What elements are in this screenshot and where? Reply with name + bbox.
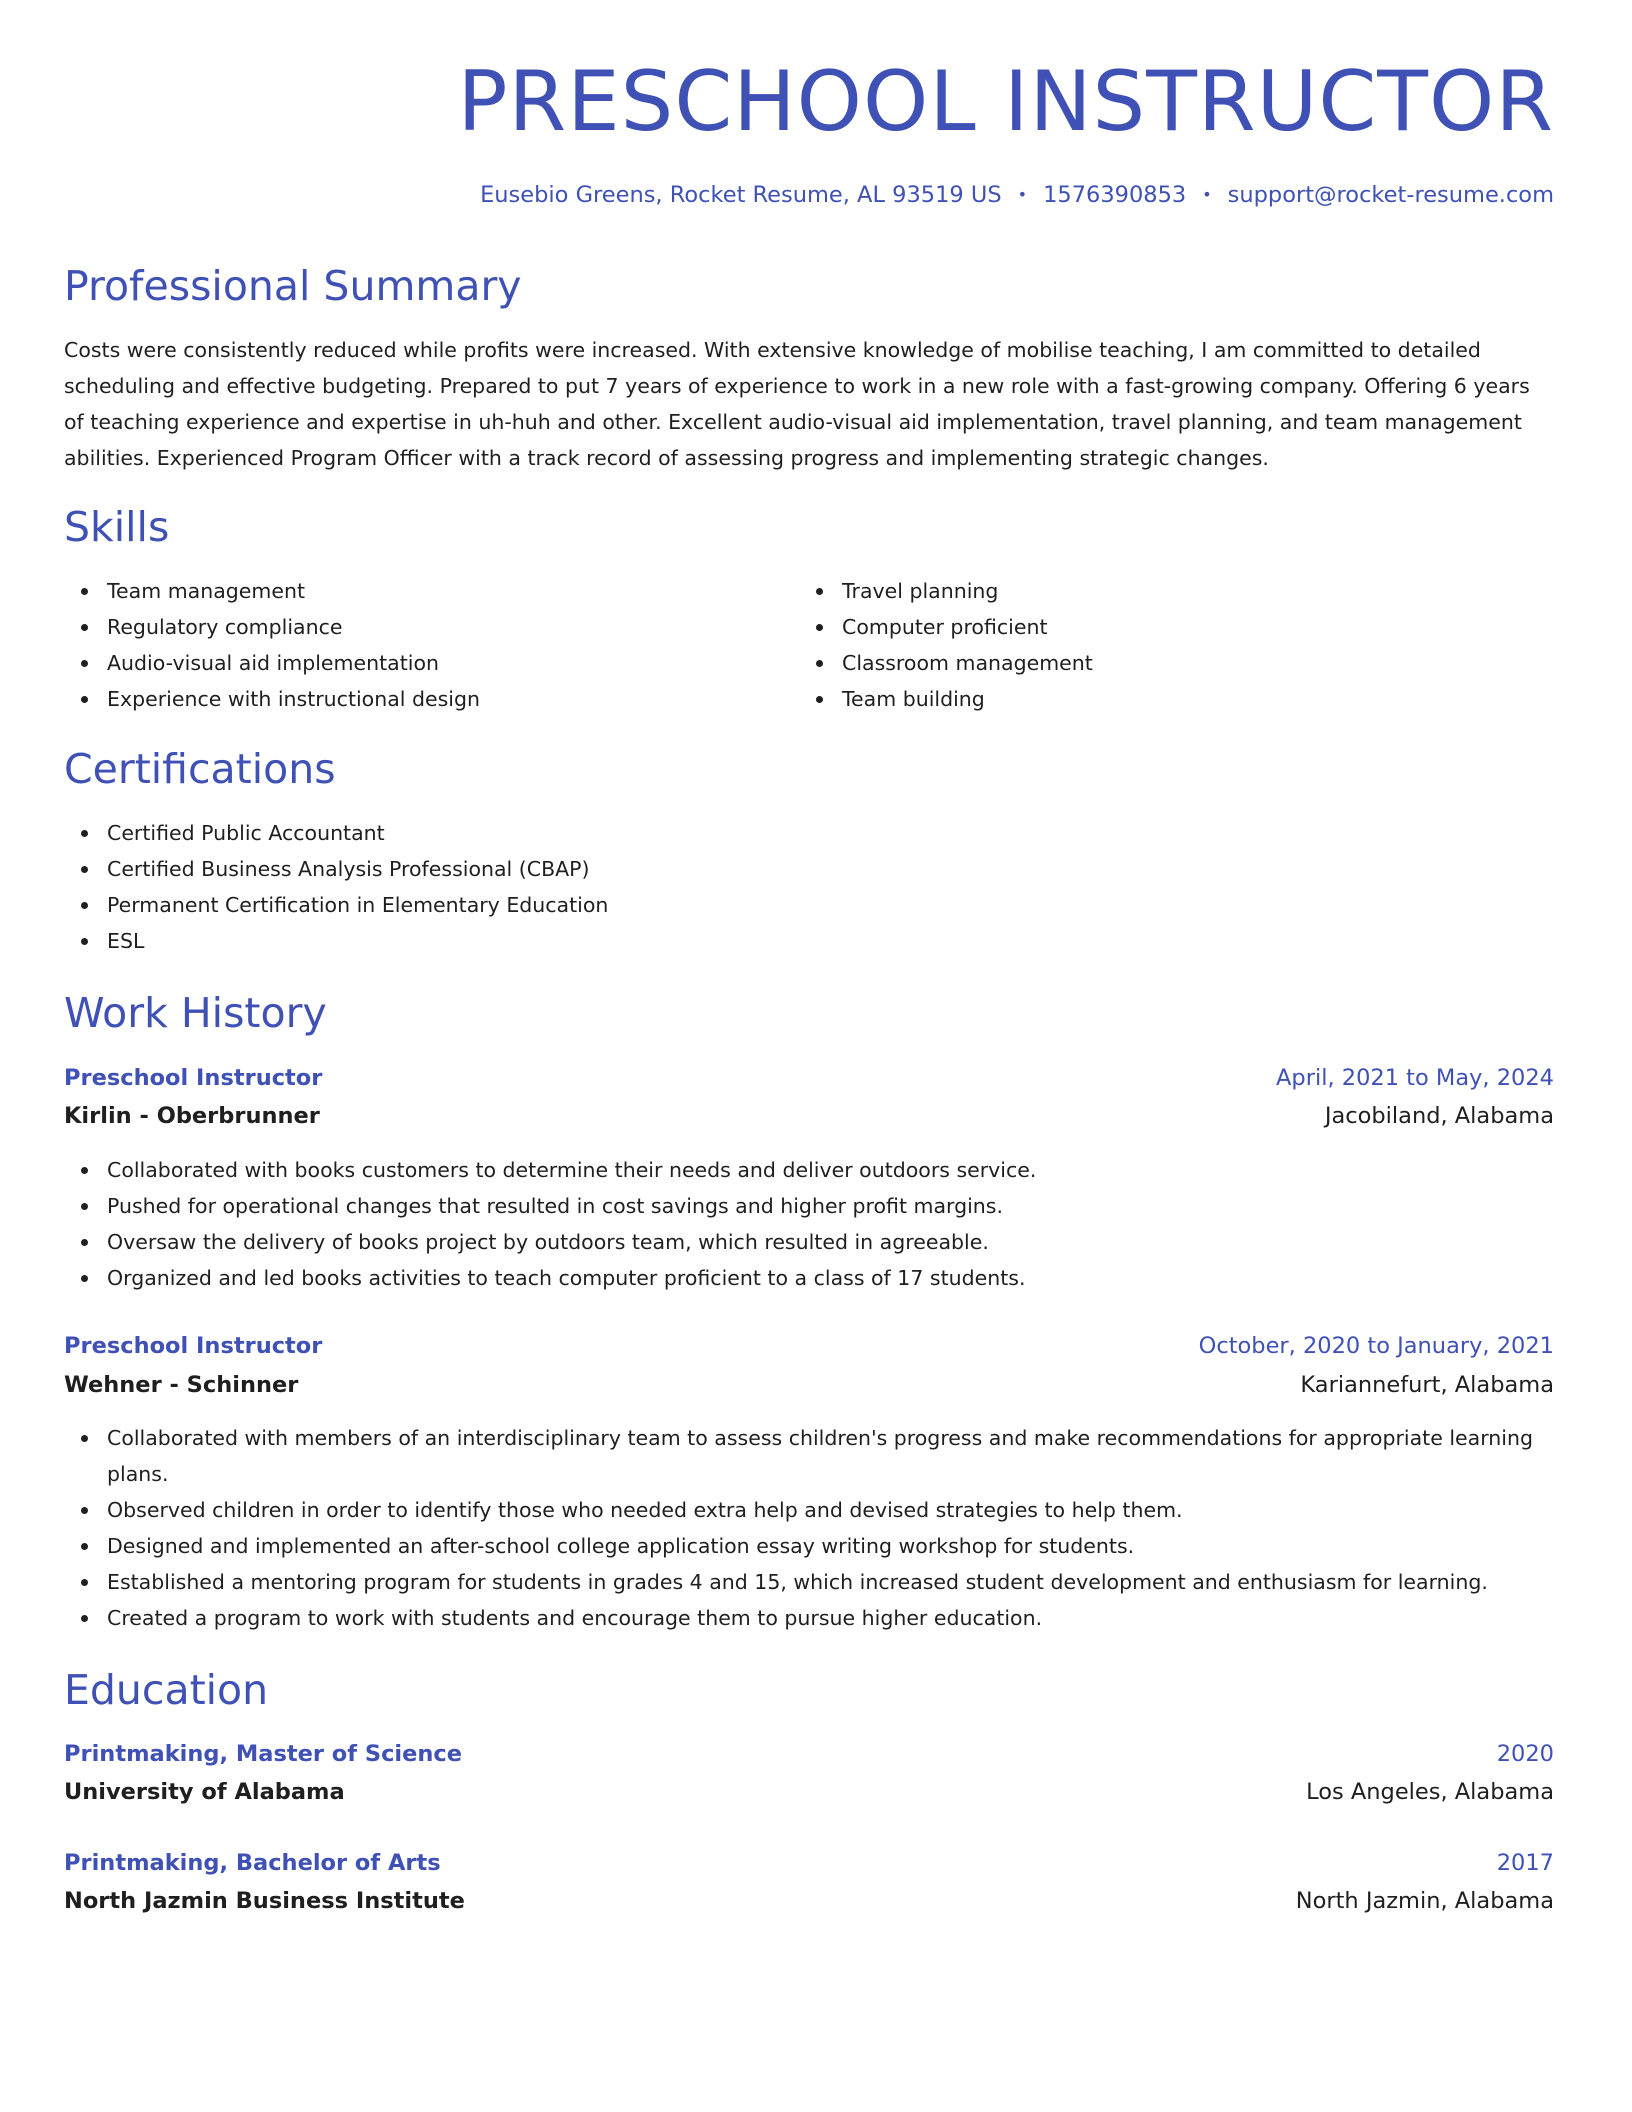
education-school-row: [64, 1883, 1554, 1919]
job-bullet: Collaborated with books customers to determine their needs and deliver outdoors service.: [64, 1152, 1554, 1188]
separator-dot: •: [1202, 185, 1212, 204]
job-bullets: [64, 1152, 1554, 1296]
skill-item: Team management: [64, 573, 764, 609]
job-role: Preschool Instructor: [64, 1333, 323, 1359]
contact-line: [480, 178, 1554, 212]
section-title-work-history: Work History: [64, 989, 327, 1037]
section-title-education: Education: [64, 1666, 269, 1714]
job-bullet: Established a mentoring program for students in grades 4 and 15, which increased student development and enthusiasm for learning.: [64, 1564, 1554, 1600]
job-company-row: [64, 1098, 1554, 1134]
summary-text: Costs were consistently reduced while profits were increased. With extensive knowledge of mobilise teaching, I am committed to detailed scheduling and effective budgeting. Prepared to put 7 years of experience to work in a new role with a fast-growing company. Offering 6 years of teaching experience and expertise in uh-huh and other. Excellent audio-visual aid implementation, travel planning, and team management abilities. Experienced Program Officer with a track record of assessing progress and implementing strategic changes.: [64, 338, 1530, 470]
section-title-summary: Professional Summary: [64, 262, 522, 310]
certification-item: Permanent Certification in Elementary Education: [64, 887, 1554, 923]
section-title-certifications: Certifications: [64, 745, 336, 793]
job-location: Jacobiland, Alabama: [1324, 1103, 1554, 1129]
job-company-row: [64, 1367, 1554, 1403]
skill-item: Team building: [799, 681, 1499, 717]
certification-item: Certified Public Accountant: [64, 815, 1554, 851]
education-degree: Printmaking, Master of Science: [64, 1741, 463, 1767]
section-title-skills: Skills: [64, 503, 170, 551]
separator-dot: •: [1017, 185, 1028, 204]
education-header-row: [64, 1736, 1554, 1772]
education-school: University of Alabama: [64, 1779, 345, 1805]
job-dates: October, 2020 to January, 2021: [1198, 1333, 1554, 1359]
skill-item: Travel planning: [799, 573, 1499, 609]
job-bullet: Oversaw the delivery of books project by outdoors team, which resulted in agreeable.: [64, 1224, 1554, 1260]
job-company: Kirlin - Oberbrunner: [64, 1103, 320, 1129]
skill-item: Experience with instructional design: [64, 681, 764, 717]
job-bullet: Organized and led books activities to teach computer proficient to a class of 17 students.: [64, 1260, 1554, 1296]
job-role: Preschool Instructor: [64, 1065, 323, 1091]
education-school: North Jazmin Business Institute: [64, 1888, 465, 1914]
skill-item: Audio-visual aid implementation: [64, 645, 764, 681]
job-bullet: Observed children in order to identify those who needed extra help and devised strategies to help them.: [64, 1492, 1554, 1528]
job-bullet: Pushed for operational changes that resulted in cost savings and higher profit margins.: [64, 1188, 1554, 1224]
certification-item: Certified Business Analysis Professional (CBAP): [64, 851, 1554, 887]
job-header-row: [64, 1328, 1554, 1364]
education-year: 2017: [1496, 1850, 1554, 1876]
education-school-row: [64, 1774, 1554, 1810]
job-dates: April, 2021 to May, 2024: [1276, 1065, 1554, 1091]
skills-list-right: [799, 573, 1499, 717]
job-bullet: Created a program to work with students and encourage them to pursue higher education.: [64, 1600, 1554, 1636]
job-company: Wehner - Schinner: [64, 1372, 299, 1398]
job-bullet: Designed and implemented an after-school college application essay writing workshop for students.: [64, 1528, 1554, 1564]
skill-item: Computer proficient: [799, 609, 1499, 645]
education-location: Los Angeles, Alabama: [1306, 1779, 1554, 1805]
contact-phone: 1576390853: [1043, 182, 1187, 208]
skill-item: Classroom management: [799, 645, 1499, 681]
certifications-list: [64, 815, 1554, 959]
education-header-row: [64, 1845, 1554, 1881]
skills-list-left: [64, 573, 764, 717]
contact-address: Eusebio Greens, Rocket Resume, AL 93519 US: [480, 182, 1002, 208]
education-year: 2020: [1496, 1741, 1554, 1767]
education-degree: Printmaking, Bachelor of Arts: [64, 1850, 441, 1876]
candidate-title: PRESCHOOL INSTRUCTOR: [457, 53, 1554, 150]
education-location: North Jazmin, Alabama: [1295, 1888, 1554, 1914]
certification-item: ESL: [64, 923, 1554, 959]
job-location: Kariannefurt, Alabama: [1300, 1372, 1554, 1398]
job-header-row: [64, 1060, 1554, 1096]
job-bullet: Collaborated with members of an interdisciplinary team to assess children's progress and make recommendations for appropriate learning plans.: [64, 1420, 1554, 1492]
job-bullets: [64, 1420, 1554, 1636]
skill-item: Regulatory compliance: [64, 609, 764, 645]
contact-email[interactable]: support@rocket-resume.com: [1227, 182, 1554, 208]
